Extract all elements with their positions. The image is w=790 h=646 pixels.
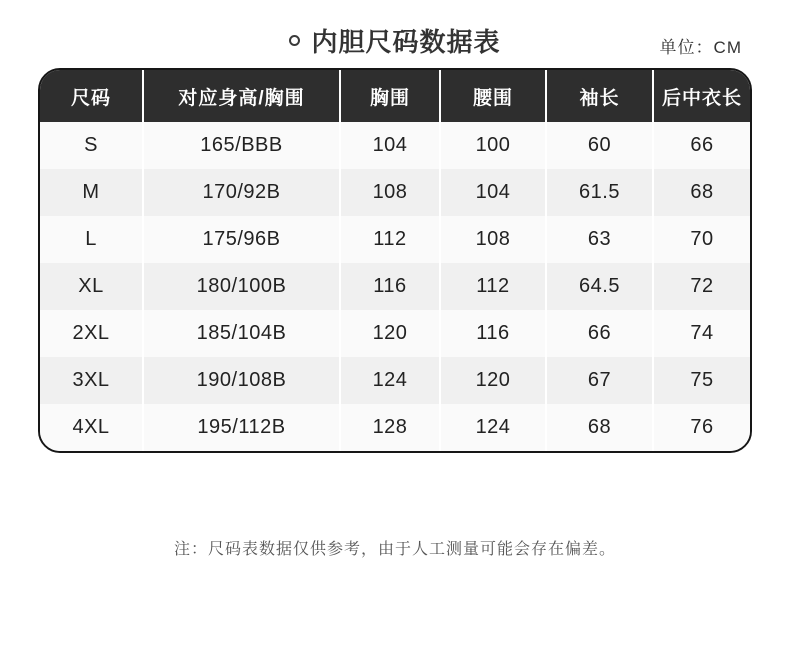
table-cell: 108 — [340, 169, 440, 216]
table-cell: 124 — [440, 404, 546, 451]
header-cell-sleeve: 袖长 — [546, 70, 653, 122]
table-row — [40, 357, 750, 404]
table-row — [40, 263, 750, 310]
table-cell: 128 — [340, 404, 440, 451]
size-label-cell: S — [84, 134, 98, 156]
table-cell: 64.5 — [546, 263, 653, 310]
table-cell: 60 — [546, 122, 653, 169]
table-cell: 170/92B — [143, 169, 340, 216]
table-row — [40, 216, 750, 263]
table-cell: 120 — [440, 357, 546, 404]
table-cell: 104 — [340, 122, 440, 169]
table-cell: 108 — [440, 216, 546, 263]
table-cell: 70 — [653, 216, 750, 263]
table-cell: 61.5 — [546, 169, 653, 216]
table-row — [40, 404, 750, 451]
size-label-cell: M — [82, 181, 100, 203]
size-label-cell: L — [85, 228, 97, 250]
table-cell: 68 — [546, 404, 653, 451]
size-label-cell: XL — [78, 275, 104, 297]
header-cell-back-length: 后中衣长 — [653, 70, 750, 122]
table-cell: 195/112B — [143, 404, 340, 451]
table-row — [40, 310, 750, 357]
table-cell: 76 — [653, 404, 750, 451]
table-row — [40, 169, 750, 216]
table-cell: 180/100B — [143, 263, 340, 310]
table-cell: 72 — [653, 263, 750, 310]
note-text: 注：尺码表数据仅供参考，由于人工测量可能会存在偏差。 — [173, 541, 616, 558]
size-table — [40, 70, 750, 451]
table-cell: 68 — [653, 169, 750, 216]
header-cell-height-chest: 对应身高/胸围 — [143, 70, 340, 122]
table-cell: 100 — [440, 122, 546, 169]
table-cell: 63 — [546, 216, 653, 263]
table-cell: 74 — [653, 310, 750, 357]
size-label-cell: 3XL — [72, 369, 110, 391]
table-cell: 66 — [653, 122, 750, 169]
table-cell: 75 — [653, 357, 750, 404]
table-row — [40, 122, 750, 169]
table-cell: 116 — [440, 310, 546, 357]
page-title: 内胆尺码数据表 — [311, 27, 501, 57]
table-cell: 66 — [546, 310, 653, 357]
header-cell-chest: 胸围 — [340, 70, 440, 122]
circle-bullet-icon — [289, 35, 300, 46]
table-cell: 165/BBB — [143, 122, 340, 169]
header-cell-size: 尺码 — [40, 70, 143, 122]
size-table-container — [38, 68, 752, 453]
header-cell-waist: 腰围 — [440, 70, 546, 122]
table-cell: 112 — [440, 263, 546, 310]
size-label-cell: 2XL — [72, 322, 110, 344]
table-cell: 185/104B — [143, 310, 340, 357]
table-cell: 175/96B — [143, 216, 340, 263]
table-cell: 104 — [440, 169, 546, 216]
table-cell: 120 — [340, 310, 440, 357]
table-cell: 190/108B — [143, 357, 340, 404]
table-header-row — [40, 70, 750, 122]
table-cell: 124 — [340, 357, 440, 404]
size-label-cell: 4XL — [72, 416, 110, 438]
unit-label: 单位：CM — [659, 38, 742, 57]
table-cell: 112 — [340, 216, 440, 263]
table-cell: 67 — [546, 357, 653, 404]
table-cell: 116 — [340, 263, 440, 310]
